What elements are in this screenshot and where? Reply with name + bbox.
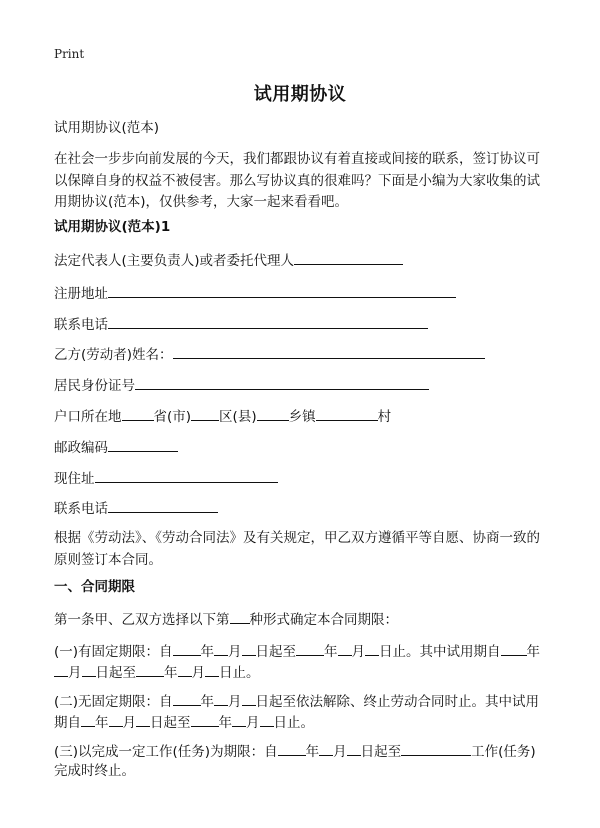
fill-blank[interactable] xyxy=(173,343,485,359)
day-from-label: 日起至 xyxy=(95,665,136,681)
fill-blank[interactable] xyxy=(242,690,256,706)
fill-blank[interactable] xyxy=(136,711,150,727)
fill-blank[interactable] xyxy=(319,740,333,756)
fill-blank[interactable] xyxy=(95,467,278,483)
month-label: 月 xyxy=(68,665,82,681)
month-label: 月 xyxy=(228,644,242,660)
field-contact-phone-a xyxy=(54,313,428,336)
village-label: 村 xyxy=(377,409,392,425)
fixed-term-line-2 xyxy=(54,661,260,684)
fixed-term-line-1 xyxy=(54,640,540,663)
month-label: 月 xyxy=(228,694,242,710)
article-1-prefix: 第一条甲、乙双方选择以下第 xyxy=(54,612,230,628)
day-from-label: 日起至 xyxy=(360,744,402,760)
trial-period-label: 期自 xyxy=(54,715,81,731)
trial-period-label: 其中试用期自 xyxy=(419,644,501,660)
fill-blank[interactable] xyxy=(316,405,378,421)
field-label: 联系电话 xyxy=(54,501,108,517)
fill-blank[interactable] xyxy=(347,740,361,756)
fill-blank[interactable] xyxy=(205,661,219,677)
day-end-label: 日止。 xyxy=(219,665,260,681)
field-label: 注册地址 xyxy=(54,286,108,302)
print-link[interactable]: Print xyxy=(54,47,85,61)
field-id-number xyxy=(54,374,429,397)
field-label: 居民身份证号 xyxy=(54,378,135,394)
fill-blank[interactable] xyxy=(296,640,324,656)
fill-blank[interactable] xyxy=(109,711,123,727)
year-label: 年 xyxy=(95,715,109,731)
fill-blank[interactable] xyxy=(294,249,403,265)
fill-blank[interactable] xyxy=(108,497,218,513)
task-term-line-1 xyxy=(54,740,536,763)
field-label: 邮政编码 xyxy=(54,440,108,456)
field-current-address xyxy=(54,467,278,490)
fill-blank[interactable] xyxy=(178,661,192,677)
field-label: 现住址 xyxy=(54,471,95,487)
fill-blank[interactable] xyxy=(108,436,178,452)
fill-blank[interactable] xyxy=(108,282,456,298)
year-label: 年 xyxy=(324,644,338,660)
province-label: 省(市) xyxy=(153,409,192,425)
fill-blank[interactable] xyxy=(232,711,246,727)
fill-blank[interactable] xyxy=(257,405,289,421)
town-label: 乡镇 xyxy=(288,409,316,425)
month-label: 月 xyxy=(351,644,366,660)
fill-blank[interactable] xyxy=(135,374,429,390)
fill-blank[interactable] xyxy=(278,740,306,756)
day-end-label: 日止。 xyxy=(273,715,314,731)
article-1-suffix: 种形式确定本合同期限： xyxy=(249,612,398,628)
year-label: 年 xyxy=(526,644,541,660)
month-label: 月 xyxy=(246,715,260,731)
fill-blank[interactable] xyxy=(260,711,274,727)
field-contact-phone-b xyxy=(54,497,218,520)
basis-paragraph: 根据《劳动法》、《劳动合同法》及有关规定，甲乙双方遵循平等自愿、协商一致的原则签订本合同。 xyxy=(54,530,540,568)
fill-blank[interactable] xyxy=(242,640,256,656)
open-term-label: (二)无固定期限：自 xyxy=(54,694,173,710)
fill-blank[interactable] xyxy=(54,661,68,677)
task-term-line-2 xyxy=(54,761,135,782)
intro-paragraph: 在社会一步步向前发展的今天，我们都跟协议有着直接或间接的联系，签订协议可以保障自身的权益不被侵害。那么写协议真的很难吗？下面是小编为大家收集的试用期协议(范本)，仅供参考，大家一起来看看吧。 xyxy=(54,151,540,210)
district-label: 区(县) xyxy=(219,409,257,425)
field-legal-representative xyxy=(54,249,403,272)
year-label: 年 xyxy=(164,665,178,681)
task-end-text: 完成时终止。 xyxy=(54,763,135,779)
field-label: 联系电话 xyxy=(54,317,108,333)
fill-blank[interactable] xyxy=(338,640,352,656)
open-term-line-1 xyxy=(54,690,539,713)
fill-blank[interactable] xyxy=(230,608,250,624)
fill-blank[interactable] xyxy=(173,690,201,706)
year-label: 年 xyxy=(200,644,215,660)
fill-blank[interactable] xyxy=(136,661,164,677)
fill-blank[interactable] xyxy=(108,313,428,329)
fill-blank[interactable] xyxy=(173,640,201,656)
fill-blank[interactable] xyxy=(82,661,96,677)
fill-blank[interactable] xyxy=(191,711,219,727)
day-end-label: 日止。 xyxy=(379,644,420,660)
open-term-line-2 xyxy=(54,711,314,734)
page-title: 试用期协议 xyxy=(253,84,347,105)
task-term-label: (三)以完成一定工作(任务)为期限：自 xyxy=(54,744,278,760)
article-1 xyxy=(54,608,398,631)
field-hukou-location xyxy=(54,405,391,428)
fill-blank[interactable] xyxy=(214,640,228,656)
field-label: 法定代表人(主要负责人)或者委托代理人 xyxy=(54,253,295,269)
fill-blank[interactable] xyxy=(122,405,154,421)
fill-blank[interactable] xyxy=(501,640,527,656)
task-label: 工作(任务) xyxy=(471,744,536,760)
section-heading-template-1: 试用期协议(范本)1 xyxy=(54,219,171,235)
open-term-text: 日起至依法解除、终止劳动合同时止。其中试用 xyxy=(255,694,540,710)
field-label: 乙方(劳动者)姓名： xyxy=(54,347,173,363)
fill-blank[interactable] xyxy=(81,711,95,727)
day-from-label: 日起至 xyxy=(150,715,191,731)
field-registered-address xyxy=(54,282,456,305)
section-heading-contract-term: 一、合同期限 xyxy=(54,579,135,595)
month-label: 月 xyxy=(122,715,136,731)
field-party-b-name xyxy=(54,343,485,366)
year-label: 年 xyxy=(305,744,320,760)
document-subtitle: 试用期协议(范本) xyxy=(54,120,160,136)
year-label: 年 xyxy=(200,694,215,710)
month-label: 月 xyxy=(191,665,205,681)
fill-blank[interactable] xyxy=(401,740,471,756)
field-postcode xyxy=(54,436,178,459)
day-from-label: 日起至 xyxy=(255,644,297,660)
fixed-term-label: (一)有固定期限：自 xyxy=(54,644,173,660)
field-label: 户口所在地 xyxy=(54,409,122,425)
month-label: 月 xyxy=(333,744,347,760)
fill-blank[interactable] xyxy=(365,640,379,656)
fill-blank[interactable] xyxy=(191,405,219,421)
fill-blank[interactable] xyxy=(214,690,228,706)
year-label: 年 xyxy=(218,715,232,731)
